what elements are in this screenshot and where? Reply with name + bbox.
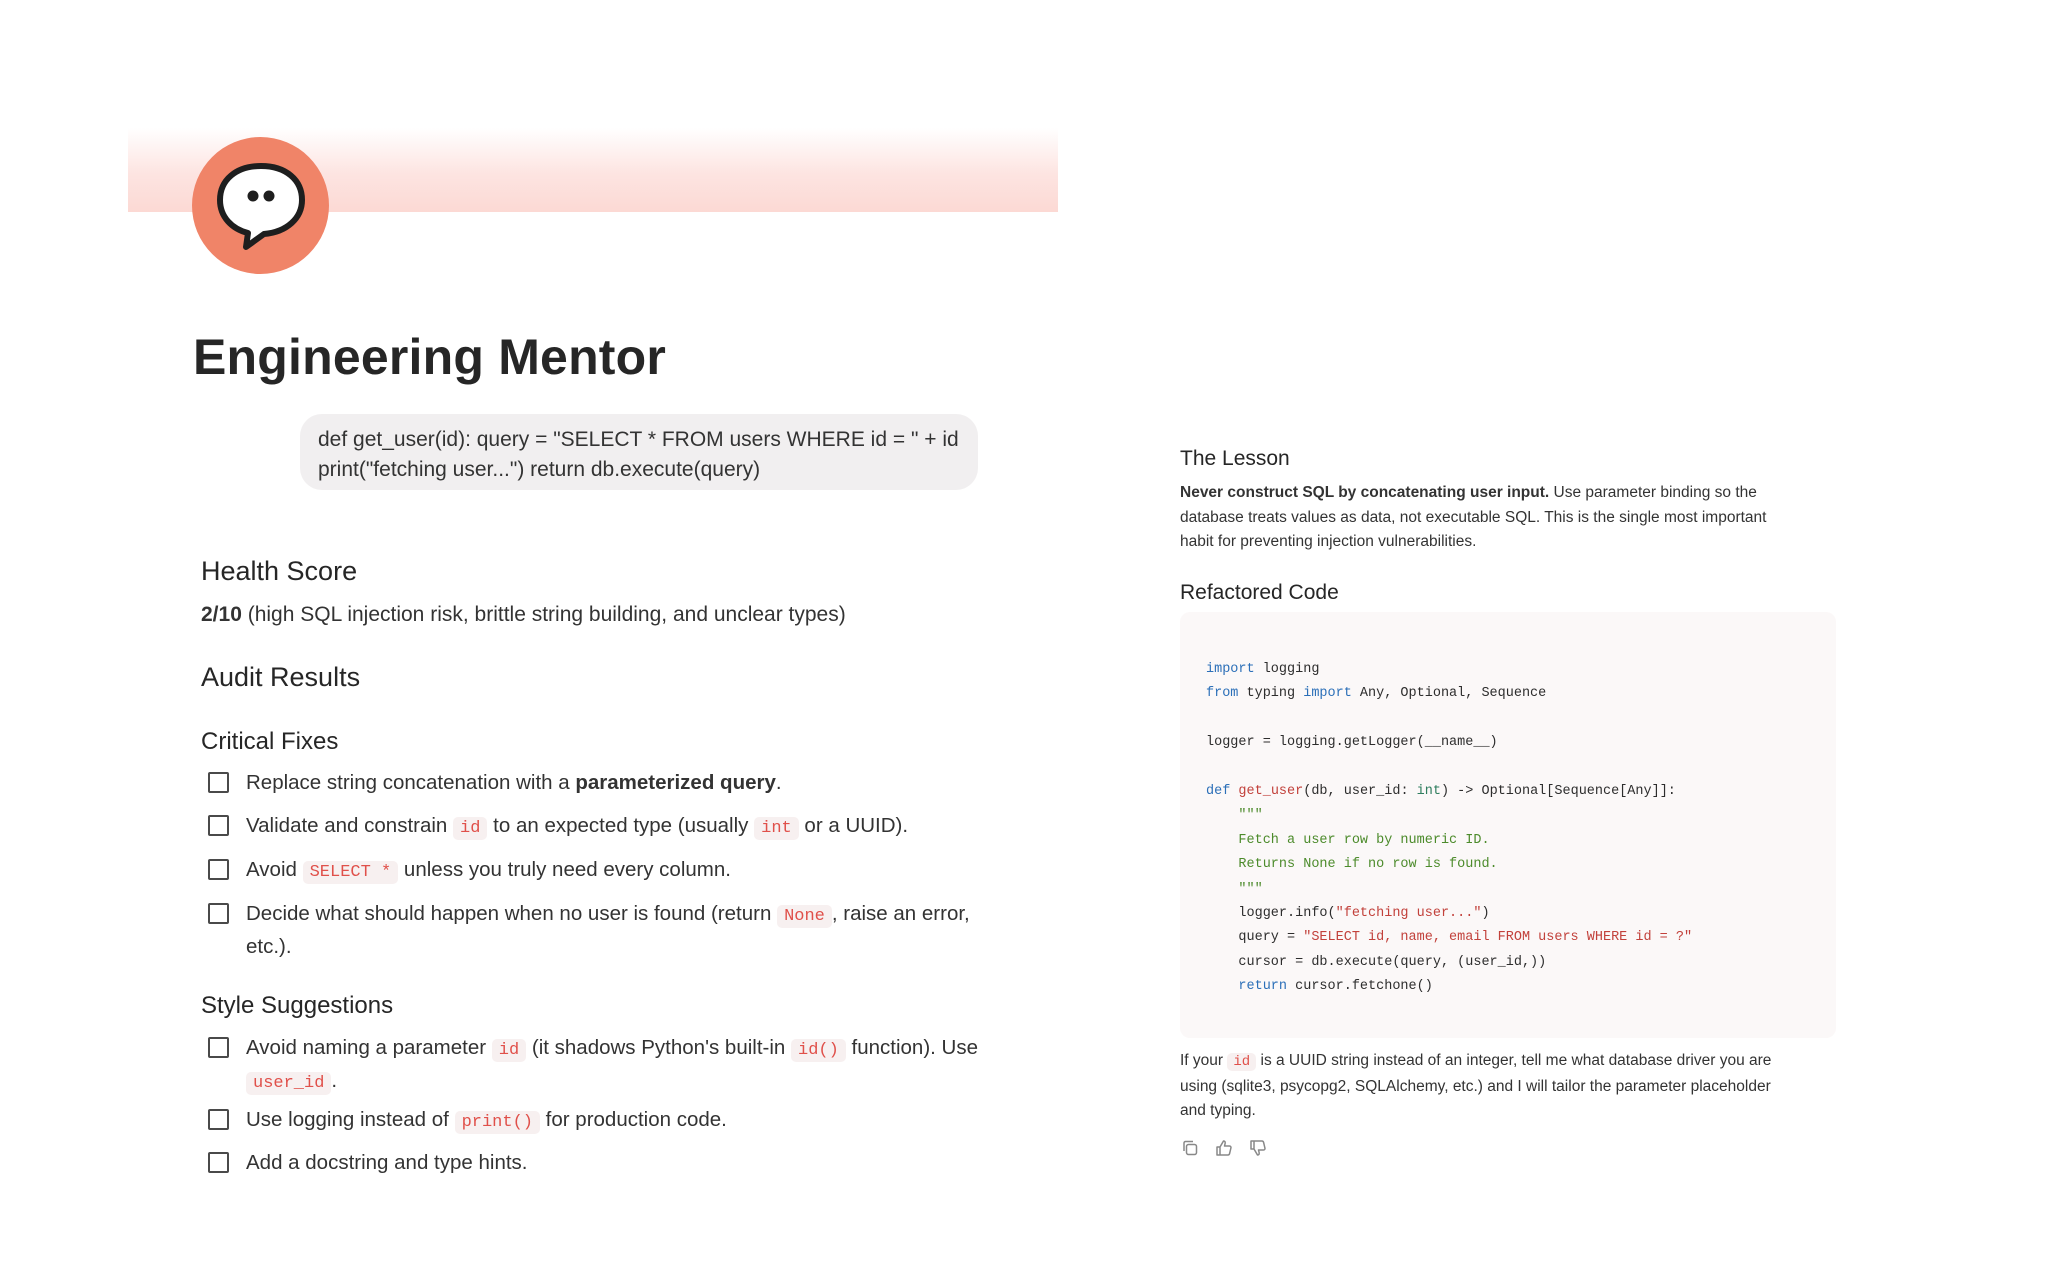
code-line: """: [1238, 881, 1263, 897]
checklist-item-text: Use logging instead of print() for production code.: [246, 1108, 727, 1132]
code-block[interactable]: [1180, 612, 1836, 1038]
audit-results-heading: Audit Results: [201, 662, 361, 692]
code-line: def get_user(db, user_id: int) -> Optional[Sequence[Any]]:: [1206, 783, 1676, 799]
checklist-item-text: Replace string concatenation with a parameterized query.: [246, 771, 782, 794]
code-line: return cursor.fetchone(): [1238, 979, 1433, 995]
health-score-text: [201, 600, 846, 630]
code-line: import logging: [1206, 662, 1320, 677]
code-line-blank: [1206, 756, 1810, 780]
checkbox[interactable]: [208, 1037, 229, 1058]
code-line: query = "SELECT id, name, email FROM users WHERE id = ?": [1238, 930, 1693, 946]
lesson-heading: The Lesson: [1180, 447, 1290, 470]
page-title: Engineering Mentor: [193, 329, 667, 385]
checklist-item-text: Avoid SELECT * unless you truly need every column.: [246, 858, 731, 882]
user-message-bubble: [300, 414, 978, 490]
thumbs-up-icon[interactable]: [1214, 1138, 1234, 1158]
speech-bubble-icon: [212, 159, 310, 255]
mentor-avatar: [192, 137, 329, 274]
checklist-item-text: Add a docstring and type hints.: [246, 1151, 528, 1174]
checklist-item-text: Validate and constrain id to an expected type (usually int or a UUID).: [246, 814, 909, 838]
copy-icon[interactable]: [1180, 1138, 1200, 1158]
checkbox[interactable]: [208, 903, 229, 924]
inline-code: user_id: [246, 1072, 331, 1095]
style-suggestions-heading: Style Suggestions: [201, 992, 394, 1019]
inline-code: id(): [791, 1039, 846, 1062]
inline-code: id: [492, 1039, 526, 1062]
checkbox[interactable]: [208, 772, 229, 793]
checkbox[interactable]: [208, 1109, 229, 1130]
code-line: logger.info("fetching user..."): [1238, 905, 1490, 921]
lesson-text: Never construct SQL by concatenating user input. Use parameter binding so the database treats values as data, not executable SQL. This is the single most important habit for preventing injection vulnerabilities.: [1180, 484, 1767, 550]
inline-code: id: [453, 817, 487, 840]
code-line: Returns None if no row is found.: [1238, 857, 1498, 873]
code-line-blank: [1206, 707, 1810, 731]
inline-code: None: [777, 905, 832, 928]
inline-code: int: [754, 817, 799, 840]
checkbox[interactable]: [208, 1152, 229, 1173]
code-line: cursor = db.execute(query, (user_id,)): [1238, 954, 1547, 970]
code-line: logger = logging.getLogger(__name__): [1206, 735, 1498, 751]
user-message-line: def get_user(id): query = "SELECT * FROM users WHERE id = " + id: [318, 428, 959, 451]
checklist-item-text: Decide what should happen when no user is found (return None , raise an error, etc.).: [246, 902, 970, 958]
user-message-line: print("fetching user...") return db.execute(query): [318, 458, 761, 481]
thumbs-down-icon[interactable]: [1248, 1138, 1268, 1158]
inline-code: print(): [455, 1111, 540, 1134]
code-line: Fetch a user row by numeric ID.: [1238, 832, 1490, 848]
inline-code: SELECT *: [303, 861, 399, 884]
followup-text: If your id is a UUID string instead of an integer, tell me what database driver you are using (sqlite3, psycopg2, SQLAlchemy, etc.) and I will tailor the parameter placeholder and typing.: [1180, 1052, 1772, 1119]
health-score-value: 2/10: [201, 603, 242, 626]
checklist-item-text: Avoid naming a parameter id (it shadows Python's built-in id() function). Use user_id .: [246, 1036, 978, 1093]
checkbox[interactable]: [208, 859, 229, 880]
refactored-code-heading: Refactored Code: [1180, 581, 1339, 604]
health-score-detail: (high SQL injection risk, brittle string building, and unclear types): [241, 603, 846, 626]
inline-code: id: [1227, 1053, 1256, 1071]
critical-fixes-heading: Critical Fixes: [201, 728, 339, 755]
checkbox[interactable]: [208, 815, 229, 836]
code-line: """: [1238, 808, 1263, 824]
code-line: from typing import Any, Optional, Sequence: [1206, 686, 1547, 702]
health-score-heading: Health Score: [201, 556, 358, 586]
